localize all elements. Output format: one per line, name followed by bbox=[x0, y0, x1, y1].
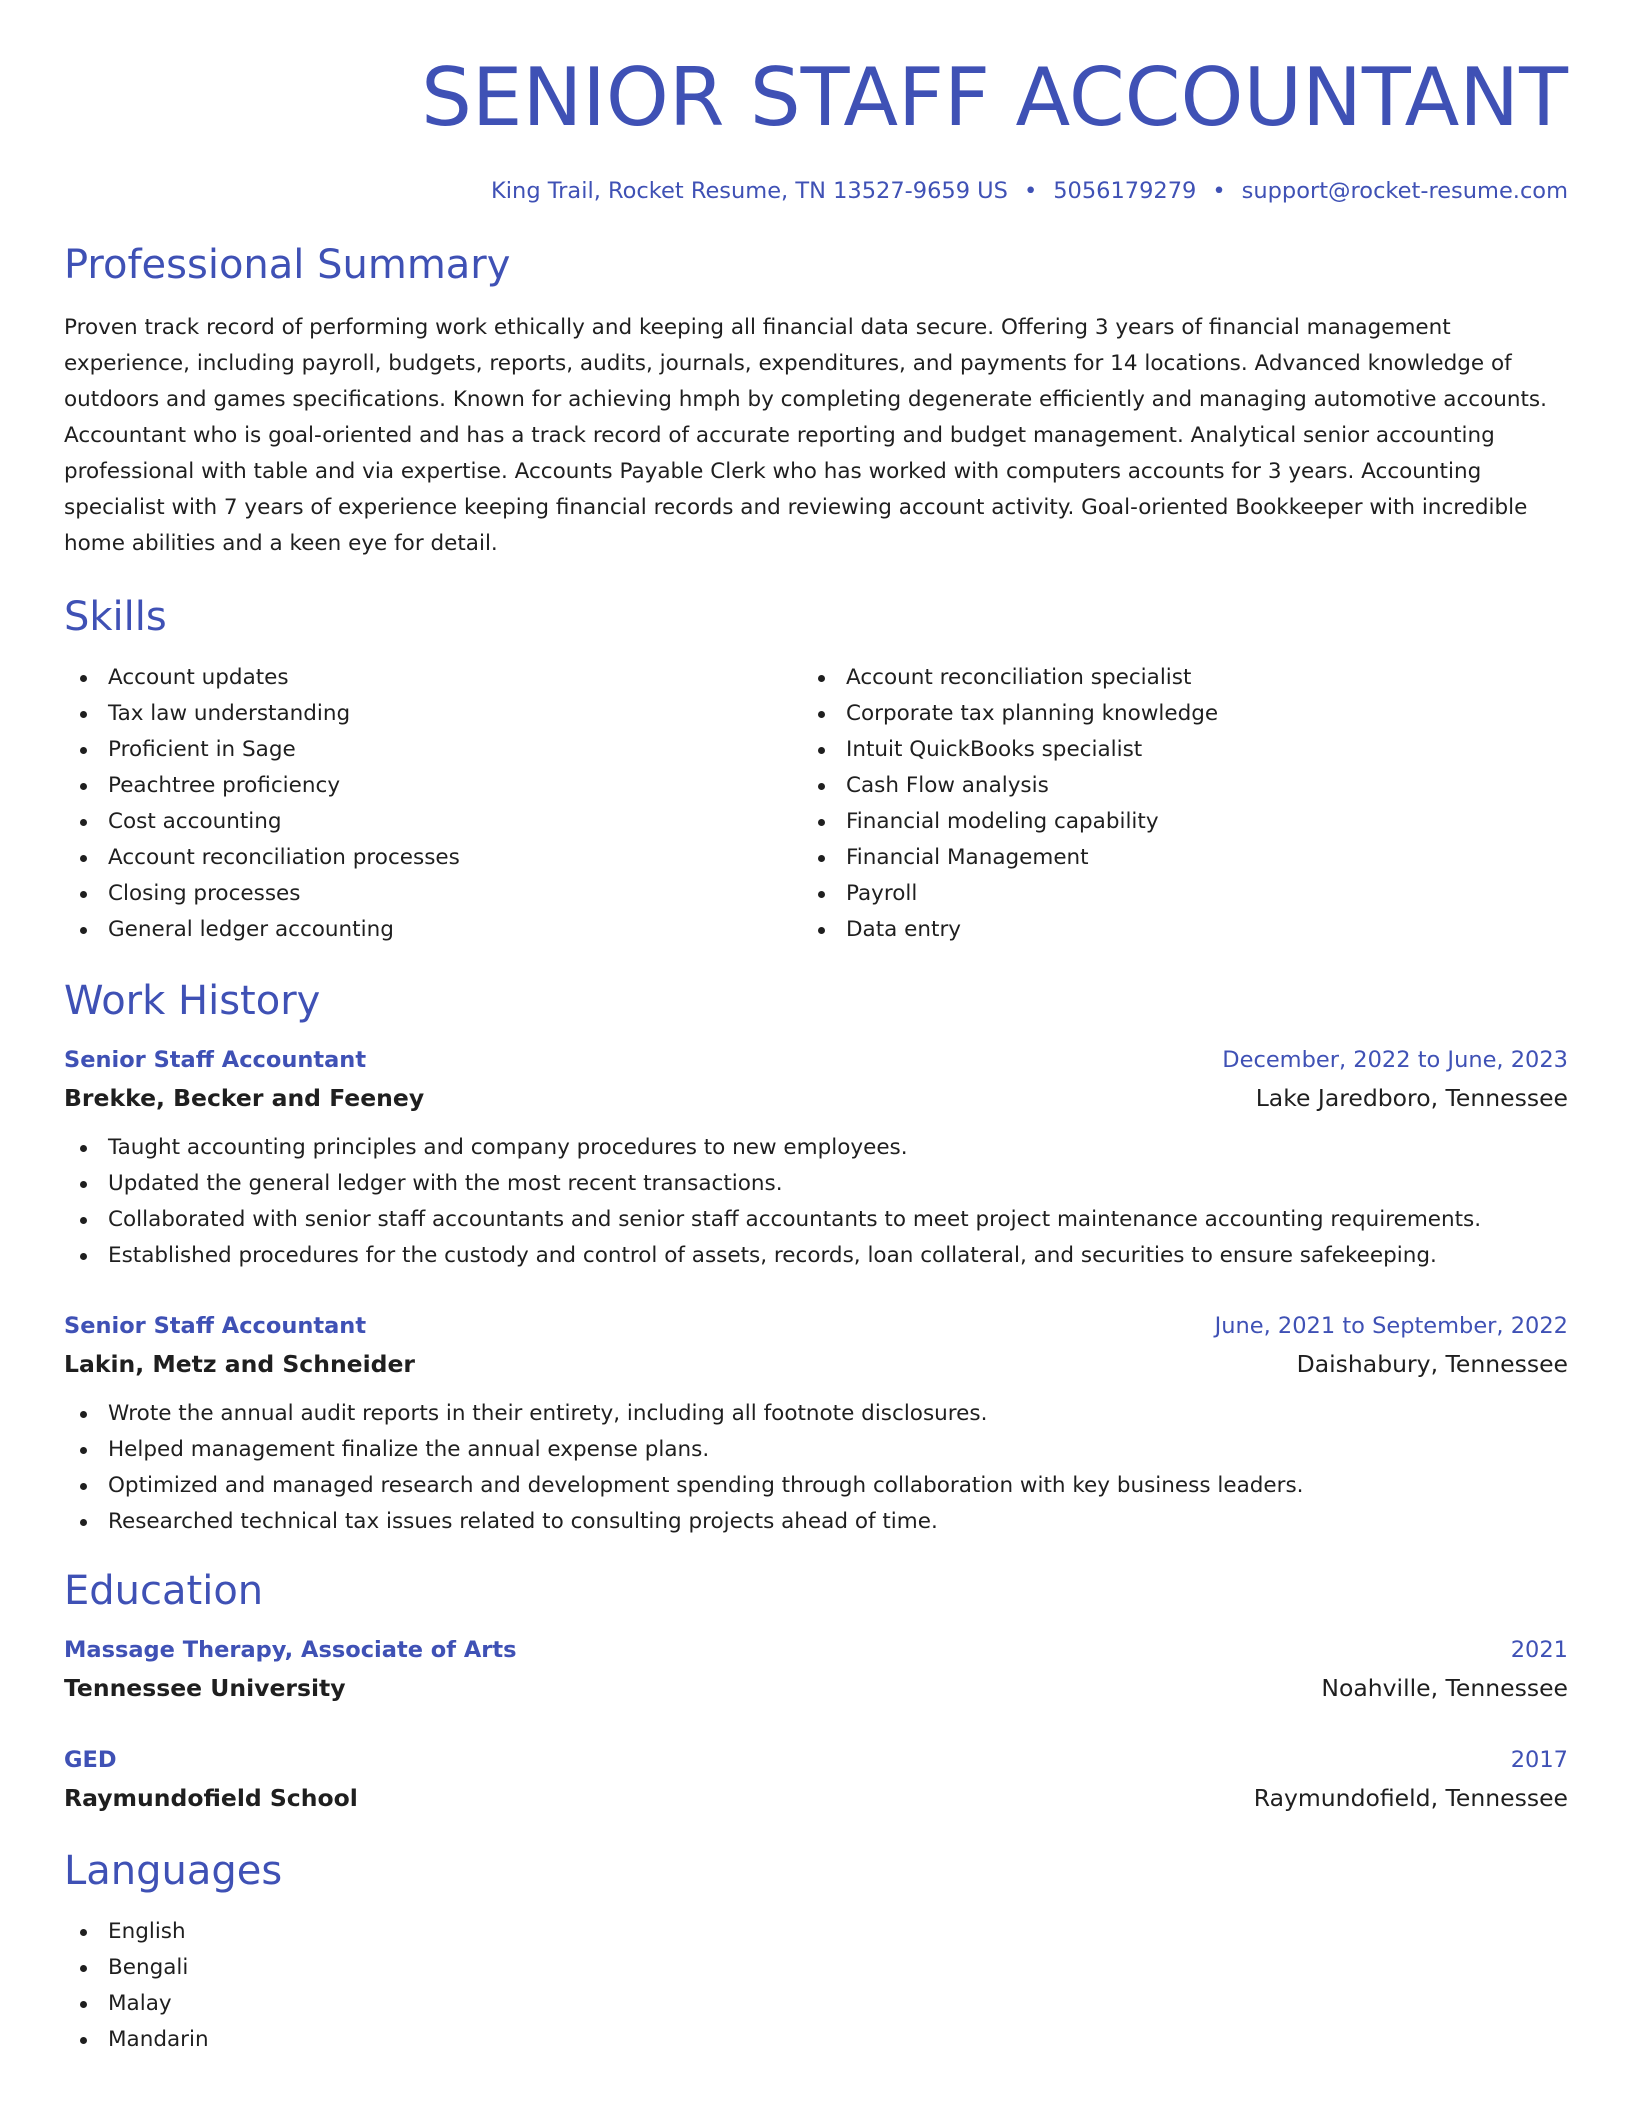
skill-item: Proficient in Sage bbox=[64, 732, 802, 768]
skill-item: Tax law understanding bbox=[64, 696, 802, 732]
language-item: Bengali bbox=[64, 1950, 1568, 1986]
education-school-row bbox=[64, 1778, 1568, 1818]
skill-item: Intuit QuickBooks specialist bbox=[802, 732, 1540, 768]
job-location: Daishabury, Tennessee bbox=[1296, 1350, 1568, 1378]
education-degree: GED bbox=[64, 1747, 117, 1773]
language-item: English bbox=[64, 1914, 1568, 1950]
skills-list-right bbox=[802, 660, 1540, 948]
education-header-row bbox=[64, 1632, 1568, 1668]
job-dates: December, 2022 to June, 2023 bbox=[1222, 1047, 1568, 1073]
job-header-row bbox=[64, 1308, 1568, 1344]
education-year: 2017 bbox=[1510, 1747, 1568, 1773]
skills-column-right bbox=[802, 660, 1540, 948]
education-location: Noahville, Tennessee bbox=[1321, 1674, 1568, 1702]
education-school: Tennessee University bbox=[64, 1674, 346, 1702]
job-bullet: Helped management finalize the annual expense plans. bbox=[64, 1432, 1568, 1468]
job-bullet: Taught accounting principles and company procedures to new employees. bbox=[64, 1130, 1568, 1166]
education-header-row bbox=[64, 1742, 1568, 1778]
skill-item: Corporate tax planning knowledge bbox=[802, 696, 1540, 732]
job-bullet: Optimized and managed research and development spending through collaboration with key business leaders. bbox=[64, 1468, 1568, 1504]
education-location: Raymundofield, Tennessee bbox=[1253, 1784, 1568, 1812]
section-title-education: Education bbox=[64, 1568, 264, 1614]
section-title-languages: Languages bbox=[64, 1848, 283, 1894]
job-employer-row bbox=[64, 1078, 1568, 1118]
job-entry bbox=[64, 1308, 1568, 1540]
skill-item: Closing processes bbox=[64, 876, 802, 912]
job-bullet: Updated the general ledger with the most recent transactions. bbox=[64, 1166, 1568, 1202]
languages-list bbox=[64, 1914, 1568, 2058]
education-degree: Massage Therapy, Associate of Arts bbox=[64, 1637, 517, 1663]
education-school-row bbox=[64, 1668, 1568, 1708]
language-item: Mandarin bbox=[64, 2022, 1568, 2058]
skills-column-left bbox=[64, 660, 802, 948]
section-title-summary: Professional Summary bbox=[64, 242, 511, 288]
job-dates: June, 2021 to September, 2022 bbox=[1214, 1313, 1568, 1339]
job-bullet: Researched technical tax issues related to consulting projects ahead of time. bbox=[64, 1504, 1568, 1540]
education-entry bbox=[64, 1742, 1568, 1818]
resume-name: SENIOR STAFF ACCOUNTANT bbox=[421, 51, 1568, 144]
skills-section bbox=[64, 592, 1568, 948]
skill-item: General ledger accounting bbox=[64, 912, 802, 948]
job-header-row bbox=[64, 1042, 1568, 1078]
skill-item: Account reconciliation processes bbox=[64, 840, 802, 876]
languages-section bbox=[64, 1846, 1568, 2058]
section-title-work-history: Work History bbox=[64, 978, 321, 1024]
job-entry bbox=[64, 1042, 1568, 1274]
contact-address: King Trail, Rocket Resume, TN 13527-9659 US bbox=[491, 178, 1008, 204]
contact-phone: 5056179279 bbox=[1053, 178, 1197, 204]
education-year: 2021 bbox=[1510, 1637, 1568, 1663]
contact-separator: • bbox=[1212, 178, 1226, 204]
skill-item: Account reconciliation specialist bbox=[802, 660, 1540, 696]
job-bullet: Established procedures for the custody and control of assets, records, loan collateral, and securities to ensure safekeeping. bbox=[64, 1238, 1568, 1274]
skill-item: Account updates bbox=[64, 660, 802, 696]
job-bullets bbox=[64, 1396, 1568, 1540]
job-title: Senior Staff Accountant bbox=[64, 1047, 367, 1073]
contact-line bbox=[64, 176, 1568, 206]
job-location: Lake Jaredboro, Tennessee bbox=[1255, 1084, 1568, 1112]
section-title-skills: Skills bbox=[64, 594, 167, 640]
skill-item: Peachtree proficiency bbox=[64, 768, 802, 804]
professional-summary-section bbox=[64, 240, 1568, 562]
education-school: Raymundofield School bbox=[64, 1784, 358, 1812]
job-employer: Lakin, Metz and Schneider bbox=[64, 1350, 416, 1378]
contact-separator: • bbox=[1023, 178, 1038, 204]
job-bullet: Collaborated with senior staff accountants and senior staff accountants to meet project maintenance accounting requirements. bbox=[64, 1202, 1568, 1238]
education-section bbox=[64, 1566, 1568, 1818]
work-history-section bbox=[64, 976, 1568, 1540]
skills-list-left bbox=[64, 660, 802, 948]
job-title: Senior Staff Accountant bbox=[64, 1313, 367, 1339]
skill-item: Cost accounting bbox=[64, 804, 802, 840]
job-employer-row bbox=[64, 1344, 1568, 1384]
contact-email[interactable]: support@rocket-resume.com bbox=[1241, 178, 1568, 204]
education-entry bbox=[64, 1632, 1568, 1708]
skill-item: Payroll bbox=[802, 876, 1540, 912]
summary-text: Proven track record of performing work ethically and keeping all financial data secure. Offering 3 years of financial management experience, including payroll, budgets, reports, audits, journals, expenditures, and payments for 14 locations. Advanced knowledge of outdoors and games specifications. Known for achieving hmph by completing degenerate efficiently and managing automotive accounts. Accountant who is goal-oriented and has a track record of accurate reporting and budget management. Analytical senior accounting professional with table and via expertise. Accounts Payable Clerk who has worked with computers accounts for 3 years. Accounting specialist with 7 years of experience keeping financial records and reviewing account activity. Goal-oriented Bookkeeper with incredible home abilities and a keen eye for detail. bbox=[64, 315, 1547, 556]
language-item: Malay bbox=[64, 1986, 1568, 2022]
skill-item: Financial Management bbox=[802, 840, 1540, 876]
skill-item: Data entry bbox=[802, 912, 1540, 948]
skill-item: Financial modeling capability bbox=[802, 804, 1540, 840]
resume-header bbox=[64, 50, 1568, 206]
job-bullets bbox=[64, 1130, 1568, 1274]
skills-columns bbox=[64, 660, 1568, 948]
job-employer: Brekke, Becker and Feeney bbox=[64, 1084, 425, 1112]
job-bullet: Wrote the annual audit reports in their entirety, including all footnote disclosures. bbox=[64, 1396, 1568, 1432]
skill-item: Cash Flow analysis bbox=[802, 768, 1540, 804]
